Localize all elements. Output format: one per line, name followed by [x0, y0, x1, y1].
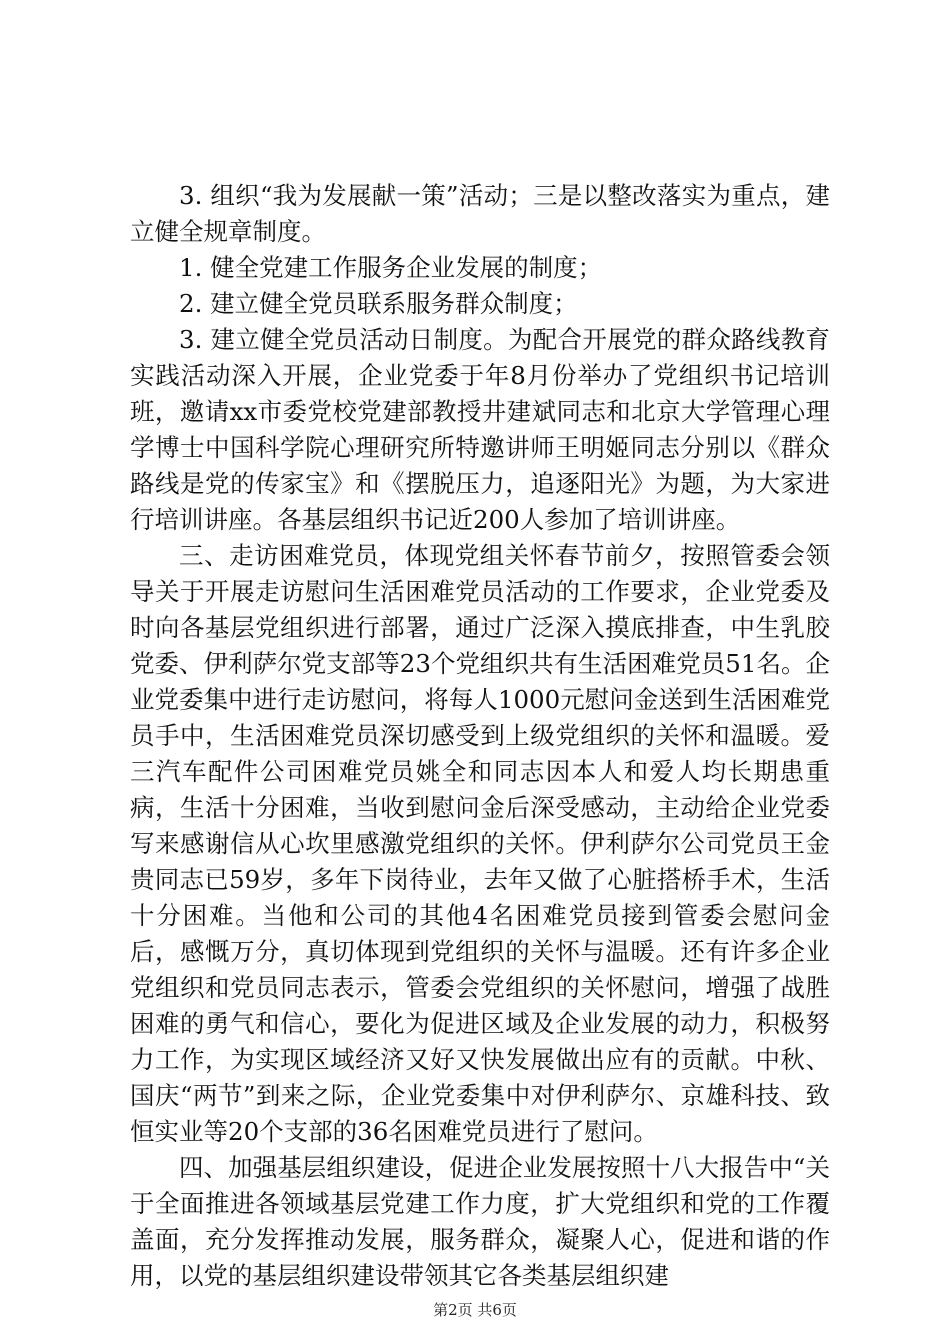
paragraph: 四、加强基层组织建设，促进企业发展按照十八大报告中“关于全面推进各领域基层党建工作力度，扩大党组织和党的工作覆盖面，充分发挥推动发展，服务群众，凝聚人心，促进和谐的作用，以党的基层组织建设带领其它各类基层组织建	[130, 1153, 830, 1290]
page-number-footer: 第2页 共6页	[433, 1301, 517, 1319]
paragraph: 3. 组织“我为发展献一策”活动；三是以整改落实为重点，建立健全规章制度。	[130, 181, 830, 246]
paragraph: 1. 健全党建工作服务企业发展的制度；	[179, 253, 603, 282]
paragraph: 2. 建立健全党员联系服务群众制度；	[179, 289, 578, 318]
paragraph: 三、走访困难党员，体现党组关怀春节前夕，按照管委会领导关于开展走访慰问生活困难党员活动的工作要求，企业党委及时向各基层党组织进行部署，通过广泛深入摸底排查，中生乳胶党委、伊利萨尔党支部等23个党组织共有生活困难党员51名。企业党委集中进行走访慰问，将每人1000元慰问金送到生活困难党员手中，生活困难党员深切感受到上级党组织的关怀和温暖。爱三汽车配件公司困难党员姚全和同志因本人和爱人均长期患重病，生活十分困难，当收到慰问金后深受感动，主动给企业党委写来感谢信从心坎里感激党组织的关怀。伊利萨尔公司党员王金贵同志已59岁，多年下岗待业，去年又做了心脏搭桥手术，生活十分困难。当他和公司的其他4名困难党员接到管委会慰问金后，感慨万分，真切体现到党组织的关怀与温暖。还有许多企业党组织和党员同志表示，管委会党组织的关怀慰问，增强了战胜困难的勇气和信心，要化为促进区域及企业发展的动力，积极努力工作，为实现区域经济又好又快发展做出应有的贡献。中秋、国庆“两节”到来之际，企业党委集中对伊利萨尔、京雄科技、致恒实业等20个支部的36名困难党员进行了慰问。	[130, 541, 830, 1146]
document-body	[130, 178, 830, 1294]
paragraph: 3. 建立健全党员活动日制度。为配合开展党的群众路线教育实践活动深入开展，企业党委于年8月份举办了党组织书记培训班，邀请xx市委党校党建部教授井建斌同志和北京大学管理心理学博士中国科学院心理研究所特邀讲师王明姬同志分别以《群众路线是党的传家宝》和《摆脱压力，追逐阳光》为题，为大家进行培训讲座。各基层组织书记近200人参加了培训讲座。	[130, 325, 830, 534]
